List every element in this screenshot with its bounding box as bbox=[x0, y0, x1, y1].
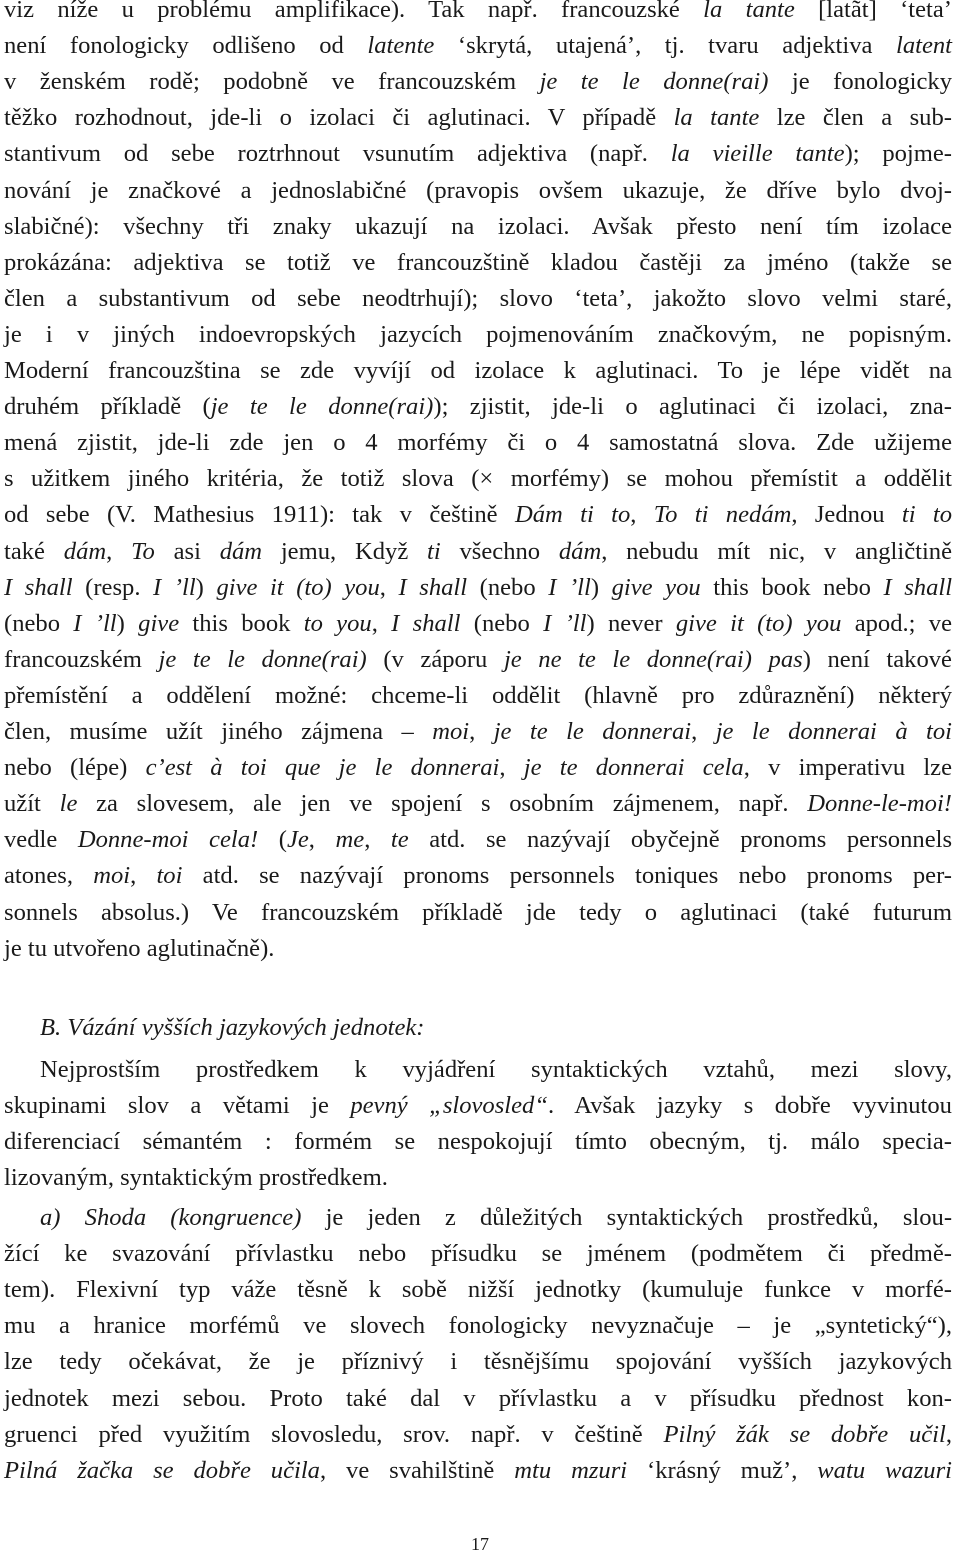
text-line: gruenci před využitím slovosledu, srov. např. v češtině Pilný žák se dobře učil, bbox=[4, 1420, 952, 1448]
text-line: viz níže u problému amplifikace). Tak např. francouzské la tante [latãt] ‘teta’ bbox=[4, 0, 952, 23]
text-line: mená zjistit, jde-li zde jen o 4 morfémy či o 4 samostatná slova. Zde užijeme bbox=[4, 429, 952, 457]
text-line: s užitkem jiného kritéria, že totiž slova (× morfémy) se mohou přemístit a oddělit bbox=[4, 465, 952, 493]
text-line: přemístění a oddělení možné: chceme-li oddělit (hlavně pro zdůraznění) některý bbox=[4, 681, 952, 709]
text-line: atones, moi, toi atd. se nazývají pronoms personnels toniques nebo pronoms per- bbox=[4, 862, 952, 890]
text-line: užít le za slovesem, ale jen ve spojení s osobním zájmenem, např. Donne-le-moi! bbox=[4, 790, 952, 818]
text-line: (nebo I ’ll) give this book to you, I shall (nebo I ’ll) never give it (to) you apod.; ve bbox=[4, 609, 953, 637]
text-line: člen a substantivum od sebe neodtrhují); slovo ‘teta’, jakožto slovo velmi staré, bbox=[4, 284, 952, 312]
text-line: nebo (lépe) c’est à toi que je le donnerai, je te donnerai cela, v imperativu lze bbox=[4, 754, 953, 782]
text-line: mu a hranice morfémů ve slovech fonologicky nevyznačuje – je „syntetický“), bbox=[4, 1312, 952, 1340]
text-line: v ženském rodě; podobně ve francouzském je te le donne(rai) je fonologicky bbox=[4, 68, 952, 96]
text-line: lze tedy očekávat, že je příznivý i těsnějšímu spojování vyšších jazykových bbox=[4, 1348, 952, 1376]
text-line: člen, musíme užít jiného zájmena – moi, je te le donnerai, je le donnerai à toi bbox=[4, 718, 953, 745]
text-line: těžko rozhodnout, jde-li o izolaci či aglutinaci. V případě la tante lze člen a sub- bbox=[4, 104, 952, 132]
text-line: Pilná žačka se dobře učila, ve svahilštině mtu mzuri ‘krásný muž’, watu wazuri bbox=[4, 1456, 952, 1484]
page-number: 17 bbox=[471, 1534, 489, 1554]
text-line: je tu utvořeno aglutinačně). bbox=[4, 934, 275, 962]
text-line: je i v jiných indoevropských jazycích pojmenováním značkovým, ne popisným. bbox=[4, 320, 952, 348]
section-heading: B. Vázání vyšších jazykových jednotek: bbox=[40, 1014, 425, 1041]
text-line: prokázána: adjektiva se totiž ve francouzštině kladou častěji za jméno (takže se bbox=[4, 248, 952, 276]
text-line: druhém příkladě (je te le donne(rai)); zjistit, jde-li o aglutinaci či izolaci, zna- bbox=[4, 393, 952, 421]
text-line: I shall (resp. I ’ll) give it (to) you, I shall (nebo I ’ll) give you this book nebo I shall bbox=[4, 573, 953, 601]
text-line: a) Shoda (kongruence) je jeden z důležitých syntaktických prostředků, slou- bbox=[40, 1204, 953, 1231]
text-line: diferenciací sémantém : formém se nespokojují tímto obecným, tj. málo specia- bbox=[4, 1128, 952, 1156]
text-line: není fonologicky odlišeno od latente ‘skrytá, utajená’, tj. tvaru adjektiva latent bbox=[4, 32, 952, 60]
text-line: od sebe (V. Mathesius 1911): tak v češtině Dám ti to, To ti nedám, Jednou ti to bbox=[4, 501, 953, 529]
text-line: lizovaným, syntaktickým prostředkem. bbox=[4, 1164, 388, 1192]
text-line: Nejprostším prostředkem k vyjádření syntaktických vztahů, mezi slovy, bbox=[40, 1056, 952, 1083]
text-line: jednotek mezi sebou. Proto také dal v přívlastku a v přísudku přednost kon- bbox=[4, 1384, 952, 1412]
text-line: sonnels absolus.) Ve francouzském příkladě jde tedy o aglutinaci (také futurum bbox=[4, 898, 952, 926]
text-line: stantivum od sebe roztrhnout vsunutím adjektiva (např. la vieille tante); pojme- bbox=[4, 140, 952, 168]
text-line: Moderní francouzština se zde vyvíjí od izolace k aglutinaci. To je lépe vidět na bbox=[4, 357, 952, 384]
text-line: vedle Donne-moi cela! (Je, me, te atd. se nazývají obyčejně pronoms personnels bbox=[4, 826, 953, 854]
text-line: skupinami slov a větami je pevný „slovosled“. Avšak jazyky s dobře vyvinutou bbox=[4, 1092, 952, 1120]
text-line: francouzském je te le donne(rai) (v záporu je ne te le donne(rai) pas) není takové bbox=[4, 645, 952, 673]
text-line: žící ke svazování přívlastku nebo přísudku se jménem (podmětem či předmě- bbox=[4, 1240, 952, 1268]
text-line: tem). Flexivní typ váže těsně k sobě nižší jednotky (kumuluje funkce v morfé- bbox=[4, 1276, 952, 1304]
text-line: také dám, To asi dám jemu, Když ti všechno dám, nebudu mít nic, v angličtině bbox=[4, 537, 952, 565]
text-line: slabičné): všechny tři znaky ukazují na izolaci. Avšak přesto není tím izolace bbox=[4, 212, 952, 240]
text-line: nování je značkové a jednoslabičné (pravopis ovšem ukazuje, že dříve bylo dvoj- bbox=[4, 176, 952, 204]
